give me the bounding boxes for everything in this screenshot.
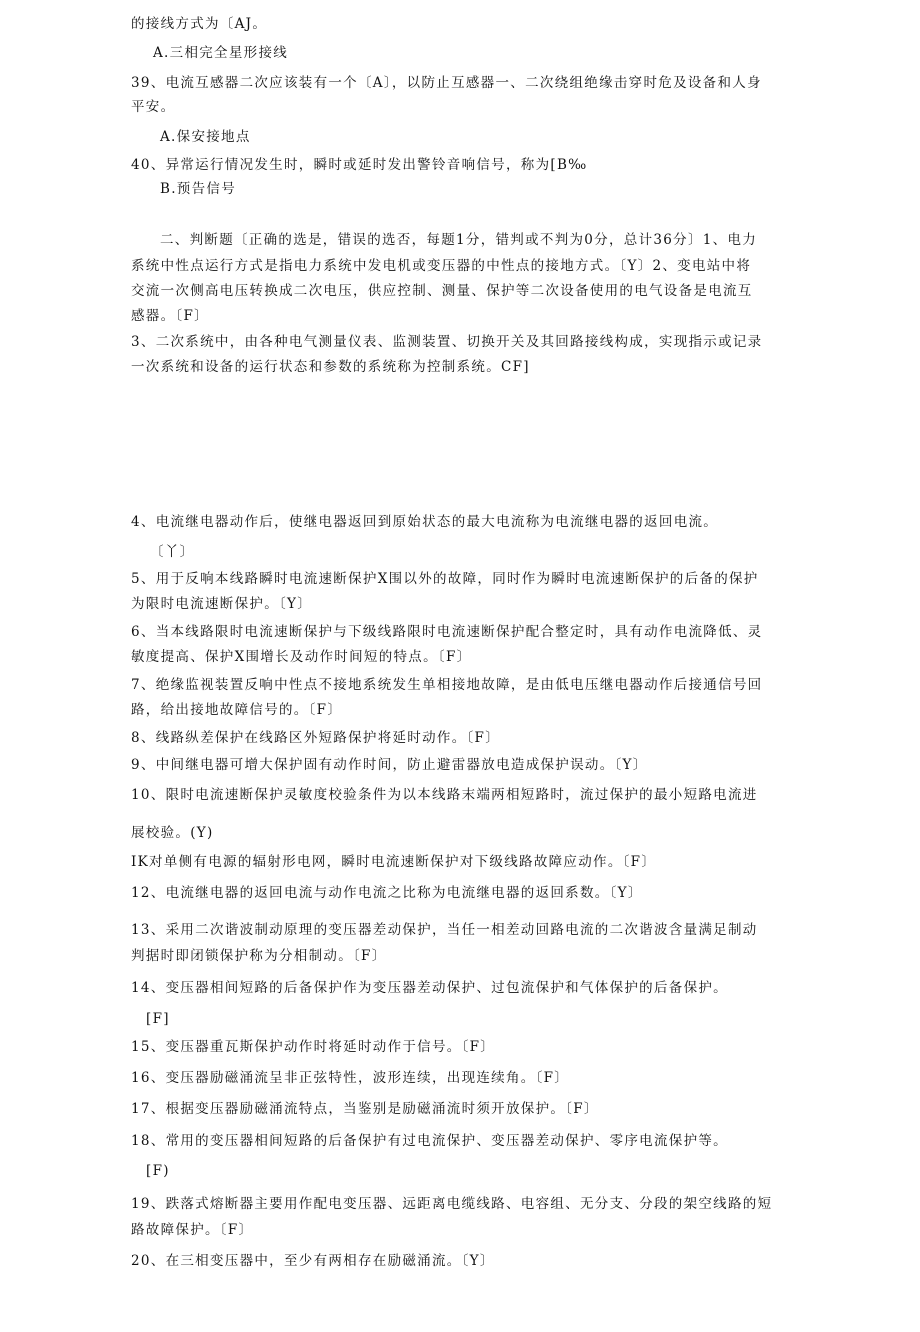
text-line: 感器。〔F〕 [131,308,209,324]
question-16: 16、变压器励磁涌流呈非正弦特性，波形连续，出现连续角。〔F〕 [131,1070,570,1086]
question-8: 8、线路纵差保护在线路区外短路保护将延时动作。〔F〕 [131,730,501,746]
question-10: 10、限时电流速断保护灵敏度校验条件为以本线路末端两相短路时，流过保护的最小短路电流进 [131,787,758,803]
question-5: 5、用于反响本线路瞬时电流速断保护X围以外的故障，同时作为瞬时电流速断保护的后备的保护 [131,571,759,587]
question-18: 18、常用的变压器相间短路的后备保护有过电流保护、变压器差动保护、零序电流保护等。 [131,1133,728,1149]
question-6: 6、当本线路限时电流速断保护与下级线路限时电流速断保护配合整定时，具有动作电流降低、灵 [131,624,763,640]
text-line: 一次系统和设备的运行状态和参数的系统称为控制系统。CF] [131,359,530,375]
text-line: 展校验。(Y) [131,825,214,841]
text-line: 判据时即闭锁保护称为分相制动。〔F〕 [131,948,387,964]
question-19: 19、跌落式熔断器主要用作配电变压器、远距离电缆线路、电容组、无分支、分段的架空线路的短 [131,1196,773,1212]
answer-line: B.预告信号 [160,181,237,197]
question-20: 20、在三相变压器中，至少有两相存在励磁涌流。〔Y〕 [131,1253,495,1269]
text-line: 敏度提高、保护X围增长及动作时间短的特点。〔F〕 [131,649,472,665]
question-40: 40、异常运行情况发生时，瞬时或延时发出警铃音响信号，称为[B‰ [131,157,588,173]
question-12: 12、电流继电器的返回电流与动作电流之比称为电流继电器的返回系数。〔Y〕 [131,885,643,901]
text-line: 系统中性点运行方式是指电力系统中发电机或变压器的中性点的接地方式。〔Y〕2、变电站中将 [131,258,752,274]
question-7: 7、绝缘监视装置反响中性点不接地系统发生单相接地故障，是由低电压继电器动作后接通信号回 [131,677,763,693]
answer-line: A.三相完全星形接线 [153,45,289,61]
question-15: 15、变压器重瓦斯保护动作时将延时动作于信号。〔F〕 [131,1039,496,1055]
text-line: [F] [146,1011,170,1027]
question-3: 3、二次系统中，由各种电气测量仪表、监测装置、切换开关及其回路接线构成，实现指示或记录 [131,334,763,350]
question-9: 9、中间继电器可增大保护固有动作时间，防止避雷器放电造成保护误动。〔Y〕 [131,757,648,773]
question-14: 14、变压器相间短路的后备保护作为变压器差动保护、过包流保护和气体保护的后备保护。 [131,980,728,996]
text-line: 为限时电流速断保护。〔Y〕 [131,596,313,612]
text-line: [F) [146,1163,170,1179]
section-heading: 二、判断题〔正确的选是，错误的选否，每题1分，错判或不判为0分，总计36分〕1、电力 [160,232,758,248]
question-17: 17、根据变压器励磁涌流特点，当鉴别是励磁涌流时须开放保护。〔F〕 [131,1101,599,1117]
question-13: 13、采用二次谐波制动原理的变压器差动保护，当任一相差动回路电流的二次谐波含量满足制动 [131,922,758,938]
text-line: 的接线方式为〔AJ。 [131,16,268,32]
text-line: 交流一次侧高电压转换成二次电压，供应控制、测量、保护等二次设备使用的电气设备是电流互 [131,283,753,299]
answer-line: A.保安接地点 [160,129,251,145]
question-11: IK对单侧有电源的辐射形电网，瞬时电流速断保护对下级线路故障应动作。〔F〕 [131,854,657,870]
question-4: 4、电流继电器动作后，使继电器返回到原始状态的最大电流称为电流继电器的返回电流。 [131,514,719,530]
text-line: 路故障保护。〔F〕 [131,1222,254,1238]
text-line: 〔丫〕 [150,544,195,560]
question-39: 39、电流互感器二次应该装有一个〔A〕，以防止互感器一、二次绕组绝缘击穿时危及设备和人身 [131,75,762,91]
text-line: 平安。 [131,99,176,115]
text-line: 路，给出接地故障信号的。〔F〕 [131,702,343,718]
